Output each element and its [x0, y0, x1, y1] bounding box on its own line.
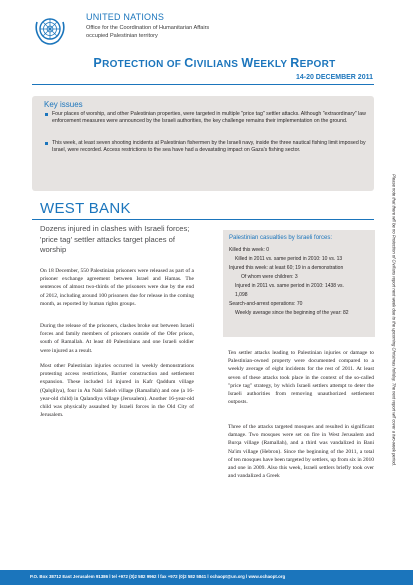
left-paragraph: On 18 December, 550 Palestinian prisoners were released as part of a prisoner exchange agreement between Israel and Hamas. The sentences of almost two-thirds of the prisoners were due by the end of 2012, including around 100 prisoners due for release in the coming month, as reported by human rights groups. — [40, 268, 194, 307]
footer-contact: P.O. Box 38712 East Jerusalem 91386 l tel +972 (0)2 582 9962 l fax +972 (0)2 582 5841 l ochaopt@un.org l www.ochaopt.org — [30, 574, 286, 579]
org-subtitle-ocha: Office for the Coordination of Humanitarian Affairs — [86, 25, 210, 31]
casualty-line: Killed this week: 0 — [229, 247, 270, 253]
title-divider — [32, 84, 374, 85]
org-subtitle-opt: occupied Palestinian territory — [86, 33, 158, 39]
casualties-box-title: Palestinian casualties by Israeli forces: — [229, 235, 333, 241]
header — [0, 0, 413, 60]
casualty-line: 1,098 — [235, 292, 248, 298]
org-name: UNITED NATIONS — [86, 12, 165, 22]
section-title: WEST BANK — [40, 200, 131, 217]
casualty-line: Killed in 2011 vs. same period in 2010: 10 vs. 13 — [235, 256, 343, 262]
un-emblem-icon — [30, 10, 70, 50]
casualty-line: Injured this week: at least 60; 19 in a demonstration — [229, 265, 344, 271]
article-title: Dozens injured in clashes with Israeli forces; 'price tag' settler attacks target places of worship — [40, 224, 190, 254]
report-date: 14-20 DECEMBER 2011 — [295, 74, 373, 81]
key-issues-title: Key issues — [44, 100, 83, 109]
key-issue-item: Four places of worship, and other Palestinian properties, were targeted in multiple "price tag" settler attacks. Although "extraordinary" law enforcement measures were announced by the Israeli authorities, the key challenge remains their implementation on the ground. — [52, 111, 370, 125]
casualty-line: Of whom were children: 3 — [241, 274, 298, 280]
casualties-box — [223, 230, 375, 337]
left-paragraph: Most other Palestinian injuries occurred in weekly demonstrations protesting access restrictions, Barrier construction and settlement expansion. These included 14 injured in Kafr Qaddum village (Qalqiliya), four in An Nabi Saleh village (Ramallah) and one (a 16-year-old child) in Qalandiya village (Jerusalem). Another 16-year-old child was physically assaulted by Israeli forces in the Old City of Jerusalem. — [40, 363, 194, 419]
casualty-line: Weekly average since the beginning of the year: 82 — [235, 310, 349, 316]
bullet-icon — [45, 113, 48, 116]
report-title: PROTECTION OF CIVILIANS WEEKLY REPORT — [93, 56, 336, 70]
key-issues-box — [32, 96, 374, 191]
side-note: Please note that there will be no Protection of Civilians report next week due to the upcoming Christmas holiday. The next report will cover a two-week period. — [391, 174, 397, 466]
left-paragraph: During the release of the prisoners, clashes broke out between Israeli forces and family members of prisoners outside of the Ofer prison, south of Ramallah. At least 40 Palestinians and one Israeli soldier were injured as a result. — [40, 323, 194, 354]
casualty-line: Injured in 2011 vs. same period in 2010: 1438 vs. — [235, 283, 344, 289]
casualty-line: Search-and-arrest operations: 70 — [229, 301, 303, 307]
bullet-icon — [45, 142, 48, 145]
right-paragraph: Three of the attacks targeted mosques and resulted in significant damage. Two mosques were set on fire in West Jerusalem and Burqa village (Ramallah), and a third was vandalized in Bani Na'im village (Hebron). Since the beginning of the 2011, a total of ten mosques have been targeted by settlers, up from six in 2010 and one in 2009. Also this week, Israeli settlers briefly took over and vandalized a Greek — [228, 424, 374, 480]
key-issue-item: This week, at least seven shooting incidents at Palestinian fishermen by the Israeli navy, inside the three nautical fishing limit imposed by Israel, were recorded. Access restrictions to the sea have had a devastating impact on Gaza's fishing sector. — [52, 140, 370, 154]
section-divider — [32, 219, 374, 220]
right-paragraph: Ten settler attacks leading to Palestinian injuries or damage to Palestinian-owned property were documented compared to a weekly average of eight incidents for the rest of 2011. At least seven of these attacks took place in the context of the so-called "price tag" strategy, by which Israeli settlers attempt to deter the Israeli authorities from removing unauthorized settlement outposts. — [228, 350, 374, 406]
